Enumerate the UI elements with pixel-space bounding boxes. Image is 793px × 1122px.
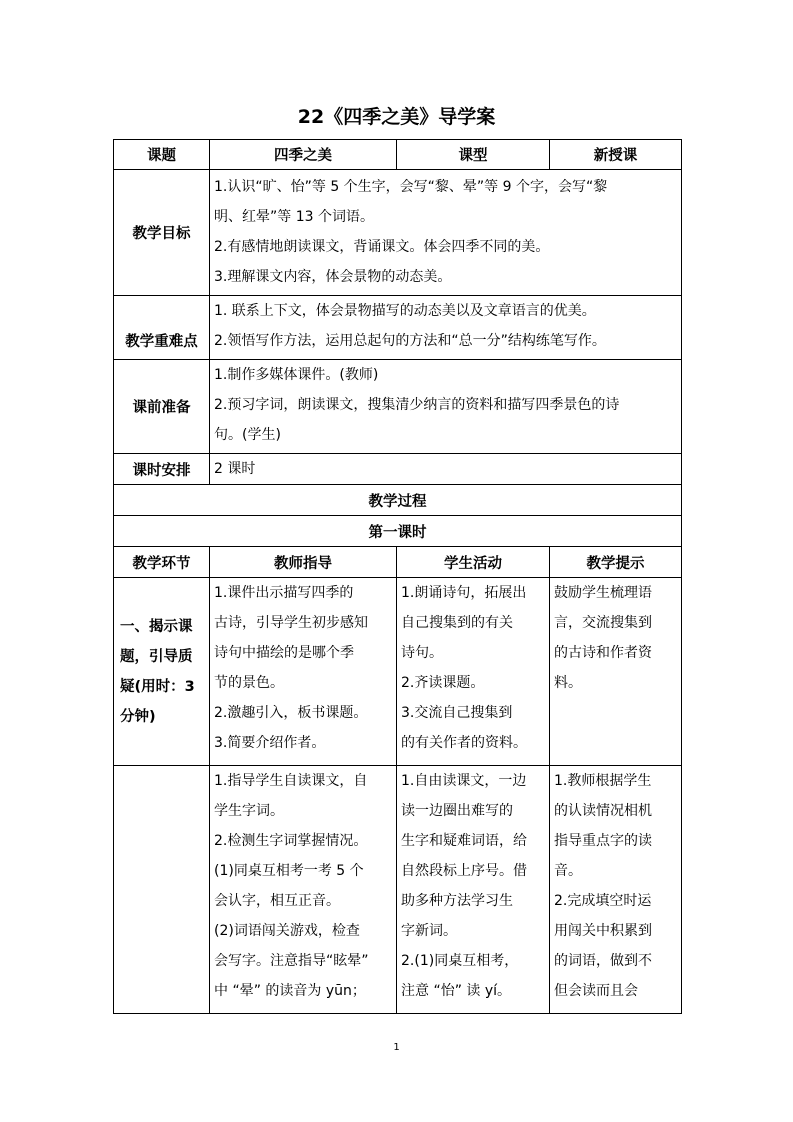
student-line: 自己搜集到的有关	[401, 615, 513, 631]
teacher-line: (2)词语闯关游戏，检查	[214, 923, 360, 939]
teacher-line: 2.检测生字词掌握情况。	[214, 833, 368, 849]
student-line: 自然段标上序号。借	[401, 863, 527, 879]
stage-line: 疑(用时：3	[120, 678, 195, 695]
column-header-student: 学生活动	[397, 547, 550, 578]
page-number: 1	[393, 1042, 400, 1053]
student-line: 诗句。	[401, 645, 443, 661]
schedule-row	[114, 454, 682, 485]
teacher-line: 1.课件出示描写四季的	[214, 585, 354, 601]
goal-line: 2.有感情地朗读课文，背诵课文。体会四季不同的美。	[214, 239, 550, 255]
teacher-line: 节的景色。	[214, 675, 284, 691]
lesson-type-label: 课型	[397, 140, 550, 170]
teacher-line: 3.简要介绍作者。	[214, 735, 326, 751]
student-line: 1.自由读课文，一边	[401, 773, 527, 789]
tips-line: 音。	[554, 863, 582, 879]
topic-row	[114, 140, 682, 170]
teacher-line: 会写字。注意指导“眩晕”	[214, 953, 369, 969]
tips-line: 用闯关中积累到	[554, 923, 652, 939]
prep-line: 句。(学生)	[214, 427, 281, 443]
goal-line: 3.理解课文内容，体会景物的动态美。	[214, 269, 452, 285]
column-header-tips: 教学提示	[550, 547, 682, 578]
teaching-tips-cell	[550, 578, 682, 766]
student-line: 1.朗诵诗句，拓展出	[401, 585, 527, 601]
column-header-teacher: 教师指导	[210, 547, 397, 578]
stage-line: 分钟)	[120, 708, 156, 725]
schedule-value: 2 课时	[210, 454, 682, 485]
tips-line: 2.完成填空时运	[554, 893, 652, 909]
stage-cell	[114, 578, 210, 766]
table-row	[114, 766, 682, 1014]
goal-line: 明、红晕”等 13 个词语。	[214, 209, 374, 225]
prep-line: 2.预习字词，朗读课文，搜集清少纳言的资料和描写四季景色的诗	[214, 397, 620, 413]
process-header: 教学过程	[114, 485, 682, 516]
prep-content	[210, 360, 682, 454]
student-line: 的有关作者的资料。	[401, 735, 527, 751]
table-row	[114, 578, 682, 766]
lesson-header: 第一课时	[114, 516, 682, 547]
tips-line: 的古诗和作者资	[554, 645, 652, 661]
student-line: 2.(1)同桌互相考，	[401, 953, 519, 969]
student-line: 字新词。	[401, 923, 457, 939]
teacher-line: 古诗，引导学生初步感知	[214, 615, 368, 631]
stage-cell	[114, 766, 210, 1014]
stage-line: 题，引导质	[120, 648, 193, 665]
teacher-line: (1)同桌互相考一考 5 个	[214, 863, 364, 879]
tips-line: 料。	[554, 675, 582, 691]
tips-line: 的认读情况相机	[554, 803, 652, 819]
student-activity-cell	[397, 578, 550, 766]
process-columns-row	[114, 547, 682, 578]
topic-label: 课题	[114, 140, 210, 170]
document-title: 22《四季之美》导学案	[297, 106, 496, 128]
stage-line: 一、揭示课	[120, 618, 193, 635]
lesson-type-value: 新授课	[550, 140, 682, 170]
keypoint-line: 1. 联系上下文，体会景物描写的动态美以及文章语言的优美。	[214, 303, 596, 319]
teacher-line: 中 “晕” 的读音为 yūn；	[214, 983, 366, 999]
student-line: 3.交流自己搜集到	[401, 705, 513, 721]
keypoints-content	[210, 296, 682, 360]
student-line: 读一边圈出难写的	[401, 803, 513, 819]
student-line: 注意 “怡” 读 yí。	[401, 983, 512, 999]
goals-content	[210, 170, 682, 296]
tips-line: 但会读而且会	[554, 983, 638, 999]
keypoints-label: 教学重难点	[114, 296, 210, 360]
keypoints-row	[114, 296, 682, 360]
teacher-guidance-cell	[210, 766, 397, 1014]
column-header-stage: 教学环节	[114, 547, 210, 578]
topic-value: 四季之美	[210, 140, 397, 170]
teacher-guidance-cell	[210, 578, 397, 766]
teacher-line: 诗句中描绘的是哪个季	[214, 645, 354, 661]
prep-label: 课前准备	[114, 360, 210, 454]
tips-line: 言，交流搜集到	[554, 615, 652, 631]
student-line: 助多种方法学习生	[401, 893, 513, 909]
process-header-row	[114, 485, 682, 516]
lesson-plan-table	[113, 139, 682, 1014]
teacher-line: 1.指导学生自读课文，自	[214, 773, 368, 789]
lesson-header-row	[114, 516, 682, 547]
student-activity-cell	[397, 766, 550, 1014]
student-line: 2.齐读课题。	[401, 675, 485, 691]
student-line: 生字和疑难词语，给	[401, 833, 527, 849]
tips-line: 指导重点字的读	[554, 833, 652, 849]
goal-line: 1.认识“旷、怡”等 5 个生字，会写“黎、晕”等 9 个字，会写“黎	[214, 179, 608, 195]
teacher-line: 会认字，相互正音。	[214, 893, 340, 909]
tips-line: 1.教师根据学生	[554, 773, 652, 789]
schedule-label: 课时安排	[114, 454, 210, 485]
teacher-line: 学生字词。	[214, 803, 284, 819]
tips-line: 的词语，做到不	[554, 953, 652, 969]
prep-row	[114, 360, 682, 454]
teacher-line: 2.激趣引入，板书课题。	[214, 705, 368, 721]
goals-label: 教学目标	[114, 170, 210, 296]
goals-row	[114, 170, 682, 296]
teaching-tips-cell	[550, 766, 682, 1014]
prep-line: 1.制作多媒体课件。(教师)	[214, 367, 379, 383]
keypoint-line: 2.领悟写作方法，运用总起句的方法和“总一分”结构练笔写作。	[214, 333, 606, 349]
tips-line: 鼓励学生梳理语	[554, 585, 652, 601]
